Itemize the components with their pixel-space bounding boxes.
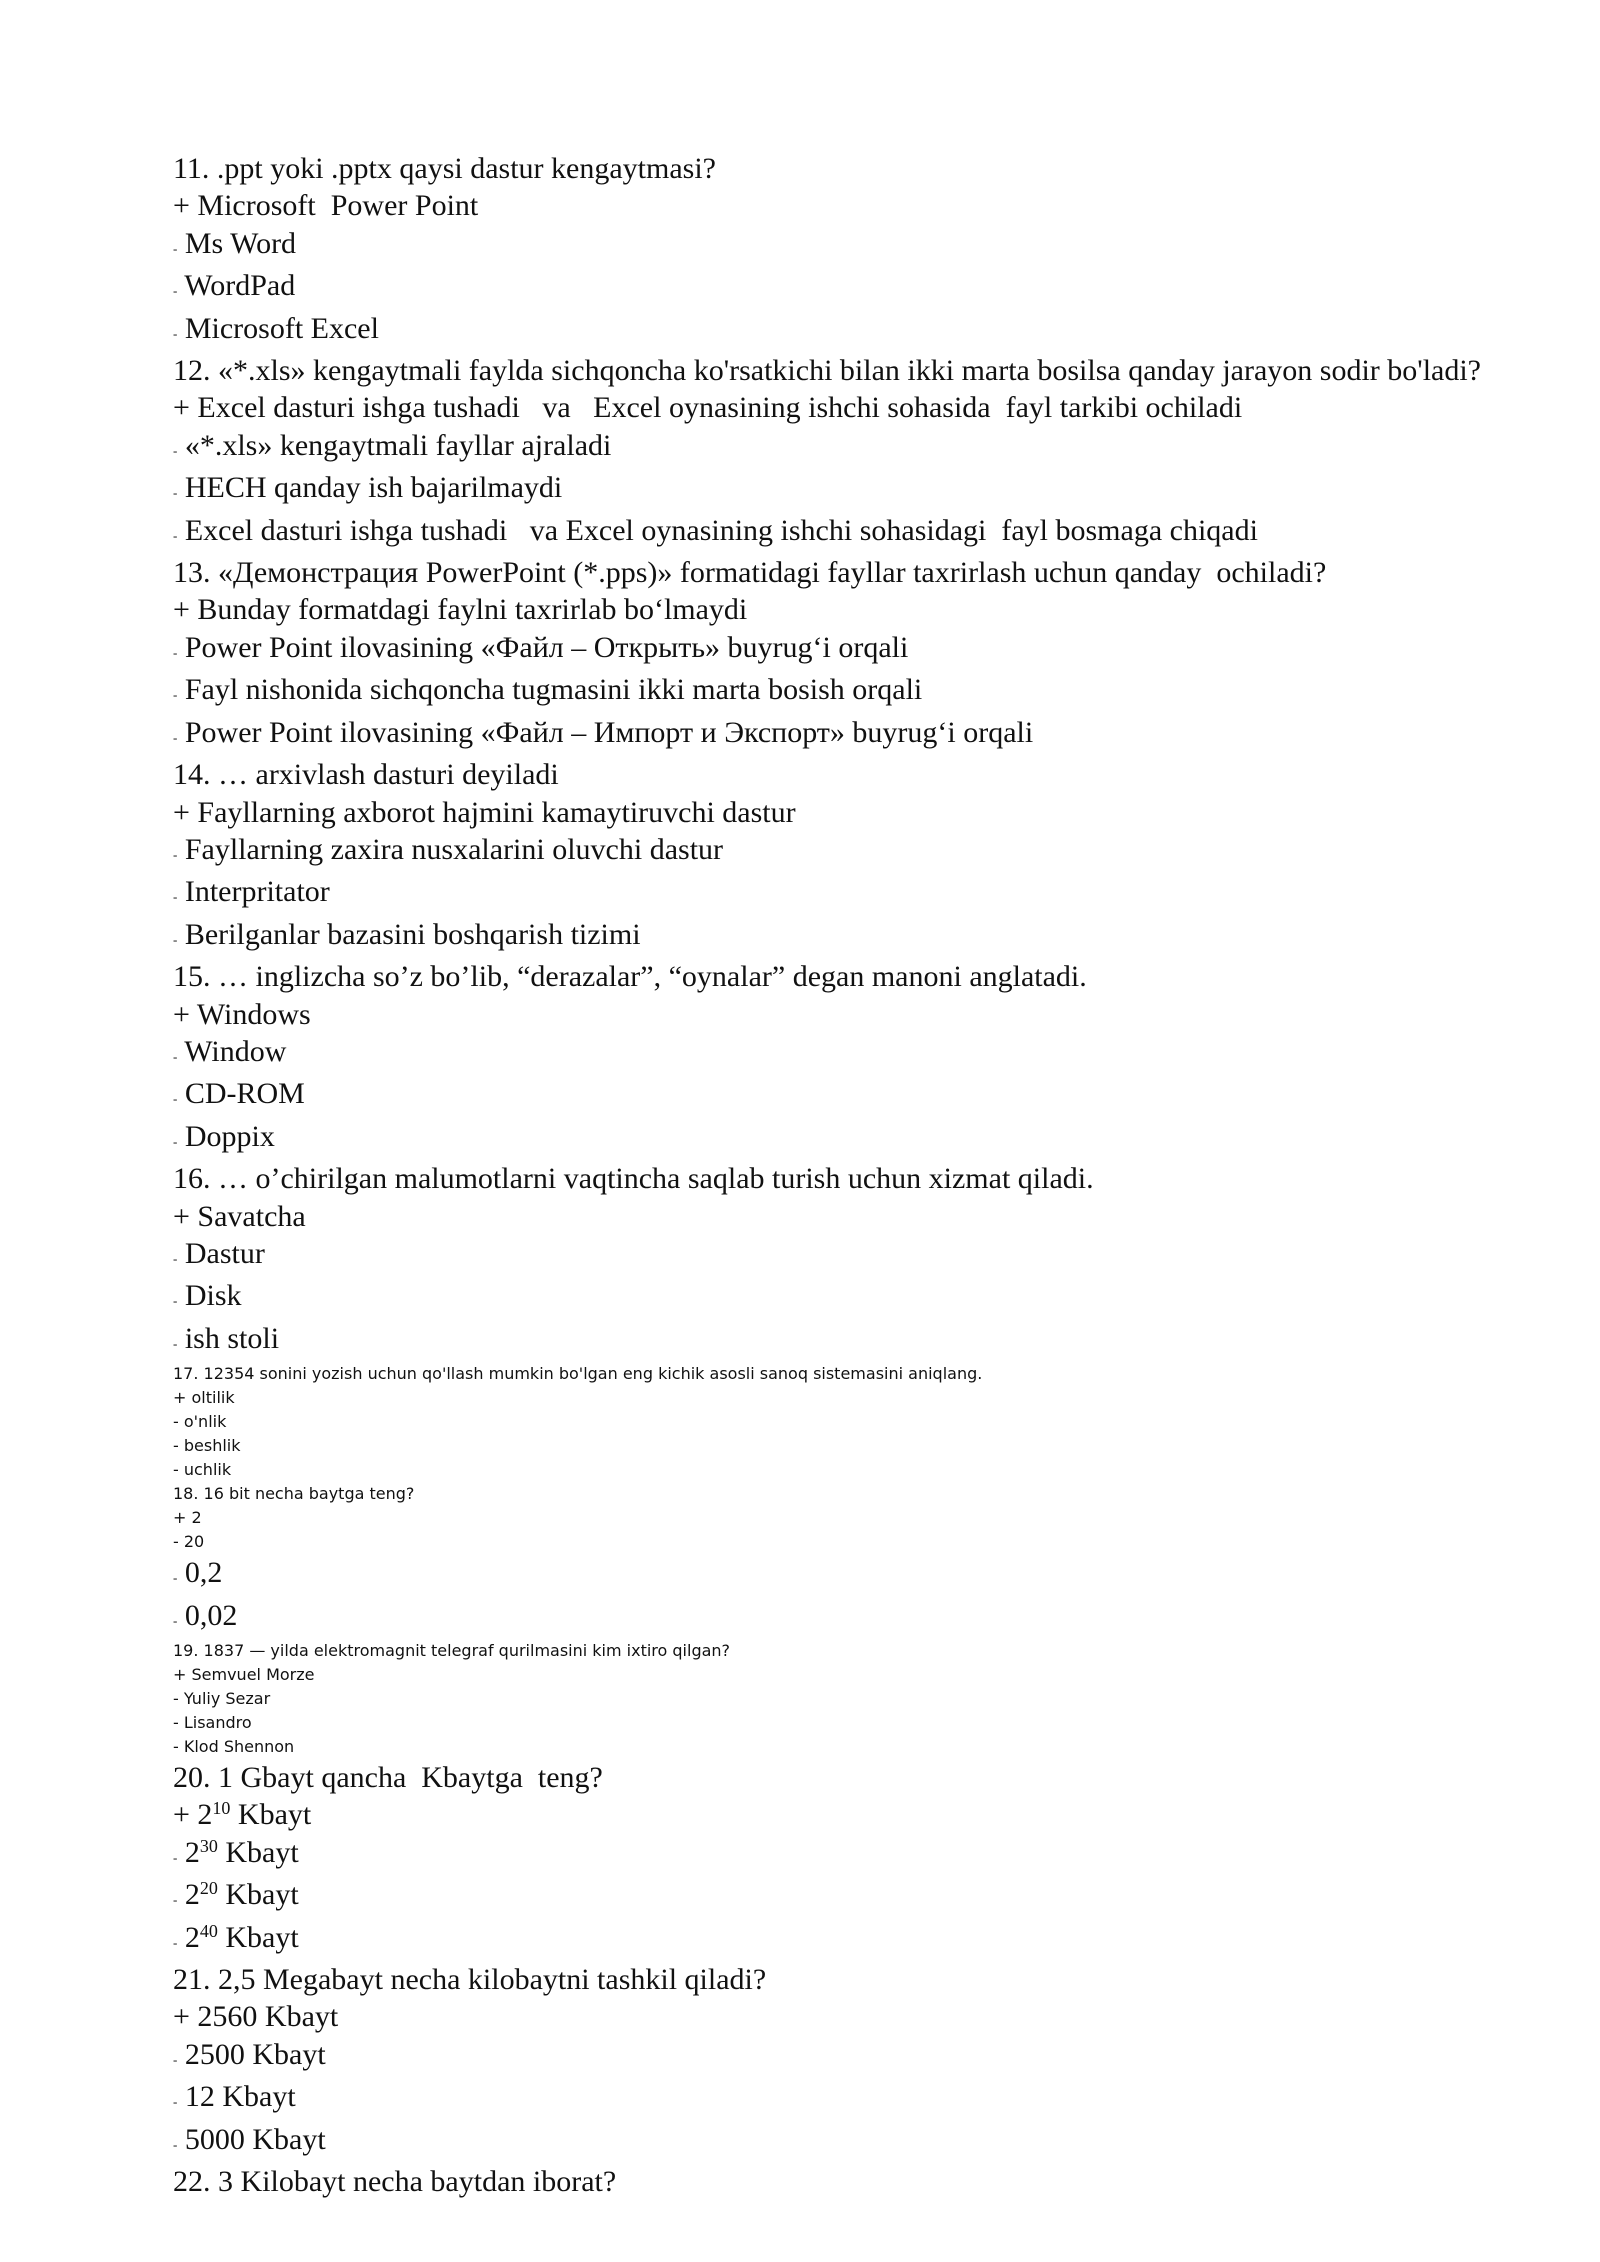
- answer-option: - Power Point ilovasining «Файл – Открыть» buyrug‘i orqali: [173, 630, 909, 664]
- question-20: 20. 1 Gbayt qancha Kbaytga teng?: [173, 1761, 603, 1794]
- answer-option: - o'nlik: [173, 1412, 227, 1432]
- answer-option: + Excel dasturi ishga tushadi va Excel oynasining ishchi sohasida fayl tarkibi ochiladi: [173, 391, 1243, 425]
- answer-option: + Semvuel Morze: [173, 1665, 315, 1684]
- answer-option: - Doppix: [173, 1119, 275, 1153]
- answer-option: + Savatcha: [173, 1199, 306, 1233]
- answer-option: - 20: [173, 1532, 205, 1552]
- answer-option: - 0,2: [173, 1556, 223, 1590]
- question-15: 15. … inglizcha so’z bo’lib, “derazalar”, “oynalar” degan manoni anglatadi.: [173, 960, 1087, 994]
- questions-11-16: [173, 150, 1503, 1362]
- answer-option: - ish stoli: [173, 1321, 280, 1355]
- answer-option: - Power Point ilovasining «Файл – Импорт и Экспорт» buyrug‘i orqali: [173, 715, 1034, 749]
- answer-option: + $2^{10}$ Kbayt: [173, 1798, 312, 1832]
- answer-option: + Microsoft Power Point: [173, 189, 479, 223]
- answer-option: - Interpritator: [173, 875, 330, 909]
- question-17-block: [173, 1362, 1503, 1482]
- answer-option: - Berilganlar bazasini boshqarish tizimi: [173, 917, 641, 951]
- answer-option: - $2^{20}$ Kbayt: [173, 1878, 299, 1912]
- answer-option: - «*.xls» kengaytmali fayllar ajraladi: [173, 428, 612, 462]
- question-11: 11. .ppt yoki .pptx qaysi dastur kengaytmasi?: [173, 152, 716, 185]
- answer-option: - $2^{40}$ Kbayt: [173, 1920, 299, 1954]
- answer-option: - 2500 Kbayt: [173, 2037, 326, 2071]
- answer-option: - Klod Shennon: [173, 1737, 295, 1756]
- question-18-block: [173, 1482, 1503, 1639]
- answer-option: - $2^{30}$ Kbayt: [173, 1835, 299, 1869]
- question-18: 18. 16 bit necha baytga teng?: [173, 1484, 415, 1504]
- answer-option: - Fayl nishonida sichqoncha tugmasini ikki marta bosish orqali: [173, 673, 923, 707]
- answer-option: - uchlik: [173, 1460, 232, 1480]
- answer-option: - WordPad: [173, 269, 296, 303]
- answer-option: - beshlik: [173, 1436, 241, 1456]
- answer-option: - Ms Word: [173, 226, 297, 260]
- answer-option: + oltilik: [173, 1388, 235, 1408]
- answer-option: - Fayllarning zaxira nusxalarini oluvchi dastur: [173, 832, 724, 866]
- answer-option: - Disk: [173, 1279, 242, 1313]
- question-14: 14. … arxivlash dasturi deyiladi: [173, 758, 559, 792]
- answer-option: - HECH qanday ish bajarilmaydi: [173, 471, 563, 505]
- question-13: 13. «Демонстрация PowerPoint (*.pps)» formatidagi fayllar taxrirlash uchun qanday ochiladi?: [173, 556, 1327, 590]
- answer-option: + Fayllarning axborot hajmini kamaytiruvchi dastur: [173, 795, 796, 829]
- question-17: 17. 12354 sonini yozish uchun qo'llash mumkin bo'lgan eng kichik asosli sanoq sistemasini aniqlang.: [173, 1364, 983, 1384]
- answer-option: + 2560 Kbayt: [173, 2000, 339, 2034]
- question-21: 21. 2,5 Megabayt necha kilobaytni tashkil qiladi?: [173, 1963, 767, 1997]
- questions-20-22: [173, 1759, 1503, 2200]
- answer-option: - Yuliy Sezar: [173, 1689, 271, 1708]
- answer-option: - Window: [173, 1034, 287, 1068]
- question-16: 16. … o’chirilgan malumotlarni vaqtincha saqlab turish uchun xizmat qiladi.: [173, 1162, 1094, 1196]
- answer-option: + Windows: [173, 997, 311, 1031]
- document-page: [173, 150, 1503, 2200]
- question-22: 22. 3 Kilobayt necha baytdan iborat?: [173, 2165, 617, 2199]
- answer-option: - Lisandro: [173, 1713, 252, 1732]
- answer-option: - 12 Kbayt: [173, 2080, 296, 2114]
- answer-option: - 5000 Kbayt: [173, 2122, 326, 2156]
- answer-option: - 0,02: [173, 1598, 238, 1632]
- question-19: 19. 1837 — yilda elektromagnit telegraf qurilmasini kim ixtiro qilgan?: [173, 1641, 731, 1660]
- question-12: 12. «*.xls» kengaytmali faylda sichqoncha ko'rsatkichi bilan ikki marta bosilsa qanday jarayon sodir bo'ladi?: [173, 354, 1481, 388]
- question-19-block: [173, 1639, 1503, 1759]
- answer-option: + 2: [173, 1508, 202, 1528]
- answer-option: - Excel dasturi ishga tushadi va Excel oynasining ishchi sohasidagi fayl bosmaga chiqadi: [173, 513, 1258, 547]
- answer-option: - CD-ROM: [173, 1077, 305, 1111]
- answer-option: + Bunday formatdagi faylni taxrirlab bo‘lmaydi: [173, 593, 748, 627]
- answer-option: - Dastur: [173, 1236, 265, 1270]
- answer-option: - Microsoft Excel: [173, 311, 379, 345]
